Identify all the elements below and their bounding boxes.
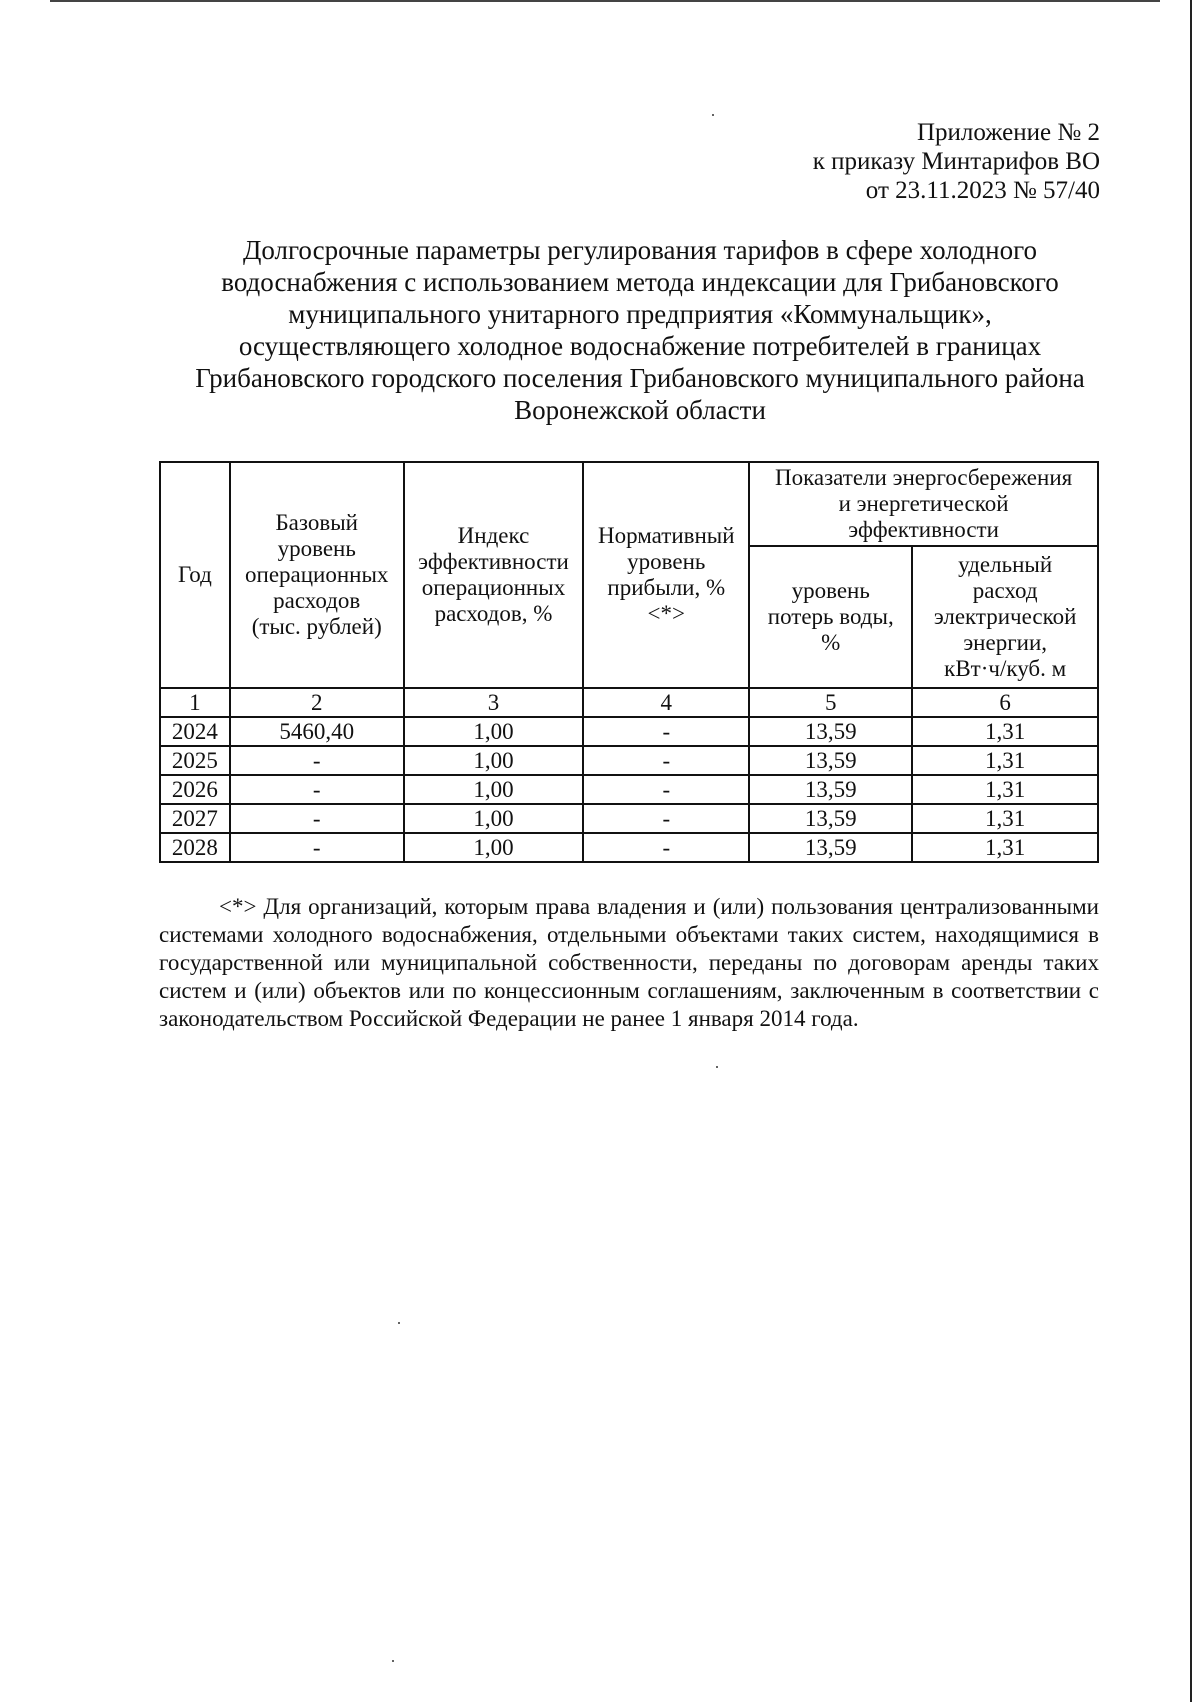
header-line: расходов [273, 588, 361, 613]
scan-speck [716, 1066, 718, 1068]
column-number: 3 [404, 688, 584, 717]
cell-efficiency-index: 1,00 [404, 717, 584, 746]
column-number: 1 [160, 688, 230, 717]
header-year: Год [160, 462, 230, 688]
column-number: 2 [230, 688, 404, 717]
header-line: Базовый [275, 510, 358, 535]
header-line: операционных [245, 562, 389, 587]
cell-efficiency-index: 1,00 [404, 746, 584, 775]
column-number: 6 [912, 688, 1098, 717]
header-water-loss [749, 546, 912, 688]
cell-normative-profit: - [583, 833, 749, 862]
cell-normative-profit: - [583, 804, 749, 833]
table-row [160, 717, 1098, 746]
header-line: % [821, 630, 841, 655]
appendix-header [813, 118, 1100, 205]
header-line: электрической [933, 604, 1077, 629]
column-number-row [160, 688, 1098, 717]
header-line: прибыли, % [607, 575, 726, 600]
parameters-table [159, 461, 1099, 863]
cell-water-loss: 13,59 [749, 833, 912, 862]
cell-water-loss: 13,59 [749, 804, 912, 833]
table-row [160, 775, 1098, 804]
header-base-level [230, 462, 404, 688]
cell-year: 2026 [160, 775, 230, 804]
cell-efficiency-index: 1,00 [404, 833, 584, 862]
footnote [159, 893, 1099, 1033]
order-date: от 23.11.2023 № 57/40 [865, 177, 1100, 204]
title-line: осуществляющего холодное водоснабжение потребителей в границах [238, 331, 1042, 361]
column-number: 5 [749, 688, 912, 717]
order-reference: к приказу Минтарифов ВО [812, 148, 1100, 175]
header-line: (тыс. рублей) [251, 614, 382, 639]
cell-base-level: - [230, 775, 404, 804]
cell-energy-consumption: 1,31 [912, 775, 1098, 804]
cell-year: 2024 [160, 717, 230, 746]
title-line: муниципального унитарного предприятия «Коммунальщик», [288, 299, 992, 329]
cell-year: 2028 [160, 833, 230, 862]
cell-base-level: - [230, 746, 404, 775]
appendix-number: Приложение № 2 [916, 119, 1100, 146]
cell-energy-consumption: 1,31 [912, 833, 1098, 862]
header-line: энергии, [963, 630, 1048, 655]
header-line: эффективности [418, 549, 569, 574]
title-line: Грибановского городского поселения Грибановского муниципального района [195, 363, 1085, 393]
header-normative-profit [583, 462, 749, 688]
cell-energy-consumption: 1,31 [912, 804, 1098, 833]
scan-speck [712, 114, 714, 116]
cell-energy-consumption: 1,31 [912, 717, 1098, 746]
cell-efficiency-index: 1,00 [404, 775, 584, 804]
header-line: уровень [277, 536, 356, 561]
header-line: расходов, % [434, 601, 553, 626]
header-line: удельный [958, 552, 1053, 577]
header-line: уровень [791, 578, 870, 603]
cell-normative-profit: - [583, 775, 749, 804]
table-row [160, 804, 1098, 833]
cell-efficiency-index: 1,00 [404, 804, 584, 833]
cell-base-level: - [230, 833, 404, 862]
header-line: кВт·ч/куб. м [944, 656, 1067, 681]
scan-speck [392, 1660, 394, 1662]
header-line: и энергетической [838, 491, 1009, 516]
cell-normative-profit: - [583, 717, 749, 746]
scan-edge-top [50, 0, 1160, 2]
table-row [160, 833, 1098, 862]
cell-water-loss: 13,59 [749, 746, 912, 775]
title-line: водоснабжения с использованием метода индексации для Грибановского [221, 267, 1059, 297]
table-row [160, 746, 1098, 775]
cell-normative-profit: - [583, 746, 749, 775]
column-number: 4 [583, 688, 749, 717]
document-title [130, 234, 1150, 426]
header-energy-group [749, 462, 1098, 546]
header-energy-consumption [912, 546, 1098, 688]
cell-year: 2025 [160, 746, 230, 775]
header-line: уровень [627, 549, 706, 574]
header-line: Показатели энергосбережения [774, 465, 1073, 490]
cell-energy-consumption: 1,31 [912, 746, 1098, 775]
scan-edge-right [1190, 0, 1192, 1702]
cell-base-level: - [230, 804, 404, 833]
title-line: Воронежской области [514, 395, 766, 425]
header-line: <*> [647, 601, 685, 626]
cell-water-loss: 13,59 [749, 775, 912, 804]
header-line: операционных [421, 575, 566, 600]
cell-base-level: 5460,40 [230, 717, 404, 746]
header-line: Индекс [457, 523, 530, 548]
header-line: расход [972, 578, 1038, 603]
scan-speck [398, 1322, 400, 1324]
header-line: Нормативный [598, 523, 735, 548]
cell-water-loss: 13,59 [749, 717, 912, 746]
header-line: эффективности [848, 517, 999, 542]
title-line: Долгосрочные параметры регулирования тарифов в сфере холодного [242, 235, 1038, 265]
header-efficiency-index [404, 462, 584, 688]
cell-year: 2027 [160, 804, 230, 833]
footnote-text: <*> Для организаций, которым права владения и (или) пользования централизованными системами холодного водоснабжения, отдельными объектами таких систем, находящимися в государственной или муниципальной собственности, переданы по договорам аренды таких систем и (или) объектов или по концессионным соглашениям, заключенным в соответствии с законодательством Российской Федерации не ранее 1 января 2014 года. [159, 894, 1099, 1031]
header-line: потерь воды, [767, 604, 894, 629]
